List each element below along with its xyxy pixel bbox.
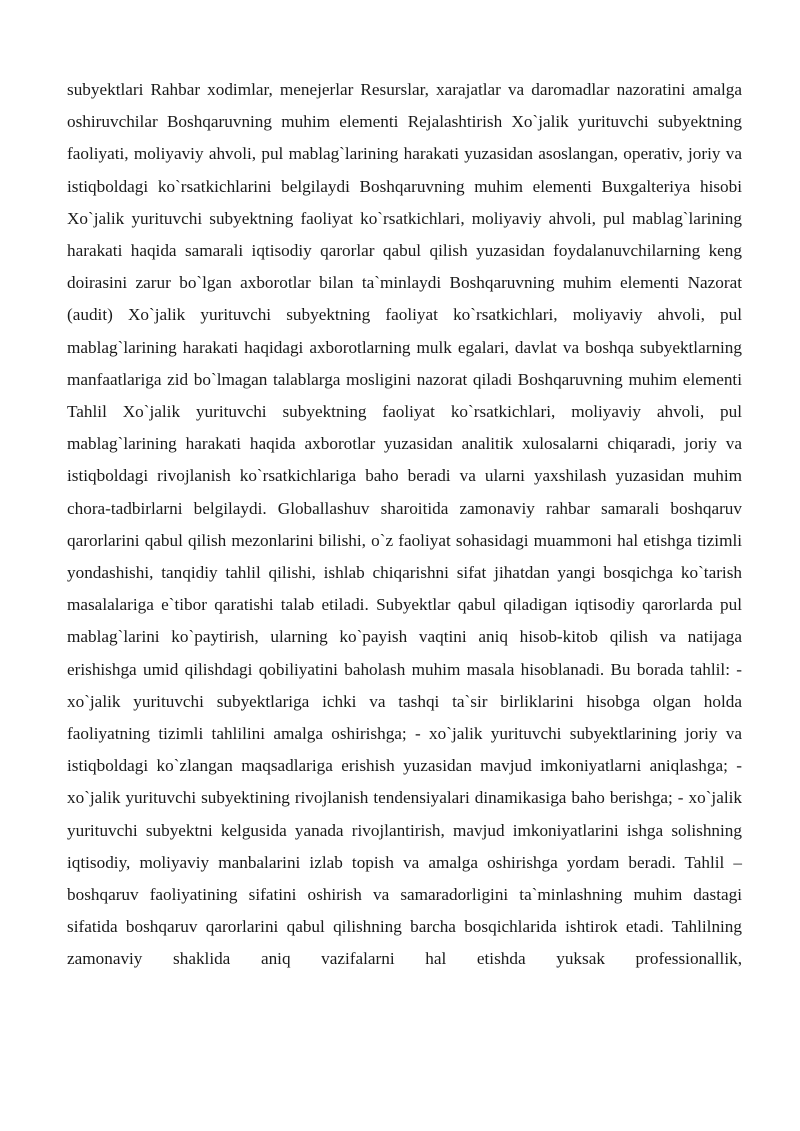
- body-paragraph: subyektlari Rahbar xodimlar, menejerlar Resurslar, xarajatlar va daromadlar nazoratini amalga oshiruvchilar Boshqaruvning muhim elementi Rejalashtirish Xo`jalik yurituvchi subyektning faoliyati, moliyaviy ahvoli, pul mablag`larining harakati yuzasidan asoslangan, operativ, joriy va istiqboldagi ko`rsatkichlarini belgilaydi Boshqaruvning muhim elementi Buxgalteriya hisobi Xo`jalik yurituvchi subyektning faoliyat ko`rsatkichlari, moliyaviy ahvoli, pul mablag`larining harakati haqida samarali iqtisodiy qarorlar qabul qilish yuzasidan foydalanuvchilarning keng doirasini zarur bo`lgan axborotlar bilan ta`minlaydi Boshqaruvning muhim elementi Nazorat (audit) Xo`jalik yurituvchi subyektning faoliyat ko`rsatkichlari, moliyaviy ahvoli, pul mablag`larining harakati haqidagi axborotlarning mulk egalari, davlat va boshqa subyektlarning manfaatlariga zid bo`lmagan talablarga mosligini nazorat qiladi Boshqaruvning muhim elementi Tahlil Xo`jalik yurituvchi subyektning faoliyat ko`rsatkichlari, moliyaviy ahvoli, pul mablag`larining harakati haqida axborotlar yuzasidan analitik xulosalarni chiqaradi, joriy va istiqboldagi rivojlanish ko`rsatkichlariga baho beradi va ularni yaxshilash yuzasidan muhim chora-tadbirlarni belgilaydi. Globallashuv sharoitida zamonaviy rahbar samarali boshqaruv qarorlarini qabul qilish mezonlarini bilishi, o`z faoliyat sohasidagi muammoni hal etishga tizimli yondashishi, tanqidiy tahlil qilishi, ishlab chiqarishni sifat jihatdan yangi bosqichga ko`tarish masalalariga e`tibor qaratishi talab etiladi. Subyektlar qabul qiladigan iqtisodiy qarorlarda pul mablag`larini ko`paytirish, ularning ko`payish vaqtini aniq hisob-kitob qilish va natijaga erishishga umid qilishdagi qobiliyatini baholash muhim masala hisoblanadi. Bu borada tahlil: - xo`jalik yurituvchi subyektlariga ichki va tashqi ta`sir birliklarini hisobga olgan holda faoliyatning tizimli tahlilini amalga oshirishga; - xo`jalik yurituvchi subyektlarining joriy va istiqboldagi ko`zlangan maqsadlariga erishish yuzasidan mavjud imkoniyatlarni aniqlashga; - xo`jalik yurituvchi subyektining rivojlanish tendensiyalari dinamikasiga baho berishga; - xo`jalik yurituvchi subyektni kelgusida yanada rivojlantirish, mavjud imkoniyatlarini ishga solishning iqtisodiy, moliyaviy manbalarini izlab topish va amalga oshirishga yordam beradi. Tahlil – boshqaruv faoliyatining sifatini oshirish va samaradorligini ta`minlashning muhim dastagi sifatida boshqaruv qarorlarini qabul qilishning barcha bosqichlarida ishtirok etadi. Tahlilning zamonaviy shaklida aniq vazifalarni hal etishda yuksak professionallik,: [67, 80, 742, 969]
